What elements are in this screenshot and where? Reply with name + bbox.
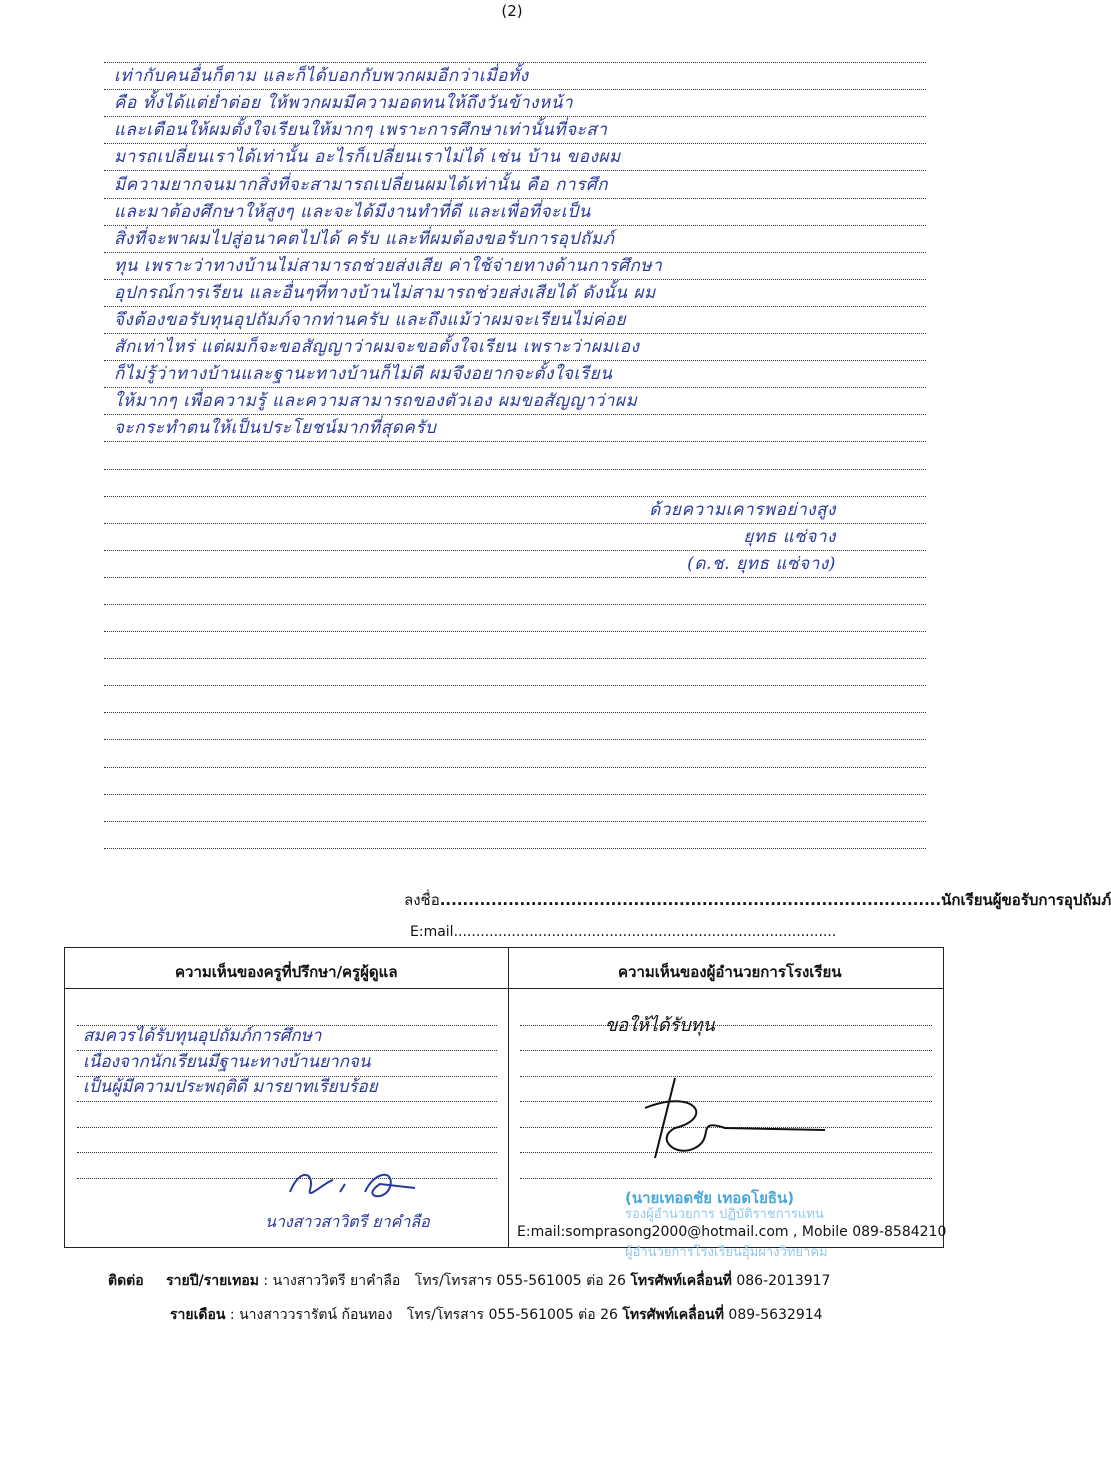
letter-line — [104, 605, 926, 632]
student-signature-line — [404, 888, 1111, 912]
director-comment-header: ความเห็นของผู้อำนวยการโรงเรียน — [618, 963, 842, 981]
letter-line — [104, 361, 926, 388]
signature-label: ลงชื่อ — [404, 891, 440, 909]
letter-line — [104, 199, 926, 226]
term-mobile-label: โทรศัพท์เคลื่อนที่ — [630, 1273, 732, 1289]
letter-line — [104, 117, 926, 144]
term-label: รายปี/รายเทอม — [166, 1273, 259, 1289]
letter-line — [104, 524, 926, 551]
contact-label: ติดต่อ — [108, 1273, 144, 1289]
signature-dots: ........................................................................................ — [439, 891, 942, 909]
teacher-name: นางสาวสาวิตรี ยาคำลือ — [265, 1212, 430, 1231]
email-label: E:mail — [410, 924, 454, 940]
handwritten-text: มารถเปลี่ยนเราได้เท่านั้น อะไรก็เปลี่ยนเราไม่ได้ เช่น บ้าน ของผม — [114, 147, 621, 168]
comments-table — [64, 947, 947, 1260]
director-school-stamp: ผู้อำนวยการโรงเรียนอุ้มผางวิทยาคม — [625, 1245, 828, 1260]
handwritten-text: (ด.ช. ยุทธ แซ่จาง) — [687, 553, 836, 574]
letter-line — [104, 470, 926, 497]
director-title-stamp: รองผู้อำนวยการ ปฏิบัติราชการแทน — [625, 1207, 824, 1222]
letter-line — [104, 334, 926, 361]
page-number: (2) — [501, 2, 523, 20]
letter-line — [104, 578, 926, 605]
letter-line — [104, 280, 926, 307]
letter-line — [104, 659, 926, 686]
letter-line — [104, 415, 926, 442]
term-name: นางสาววิตรี ยาคำลือ — [272, 1273, 401, 1289]
director-comment-line — [520, 1000, 932, 1026]
handwritten-text: ด้วยความเคารพอย่างสูง — [649, 499, 836, 520]
term-fax: 055-561005 ต่อ 26 — [496, 1273, 626, 1289]
director-name: (นายเทอดชัย เทอดโยธิน) — [625, 1189, 795, 1207]
contact-row-month — [170, 1304, 823, 1326]
letter-line — [104, 551, 926, 578]
teacher-comment-header: ความเห็นของครูที่ปรึกษา/ครูผู้ดูแล — [175, 963, 398, 981]
teacher-comment-lines — [77, 1000, 497, 1179]
handwritten-text: และเตือนให้ผมตั้งใจเรียนให้มากๆ เพราะการศึกษาเท่านั้นที่จะสา — [114, 120, 608, 141]
month-fax-label: โทร/โทรสาร — [406, 1307, 485, 1323]
contact-row-term — [108, 1270, 830, 1292]
handwritten-comment: เป็นผู้มีความประพฤติดี มารยาทเรียบร้อย — [83, 1077, 378, 1097]
term-mobile: 086-2013917 — [736, 1273, 831, 1289]
letter-line — [104, 63, 926, 90]
director-comment-line — [520, 1026, 932, 1052]
letter-line — [104, 768, 926, 795]
letter-line — [104, 497, 926, 524]
letter-line — [104, 226, 926, 253]
month-mobile: 089-5632914 — [728, 1307, 823, 1323]
handwritten-text: เท่ากับคนอื่นก็ตาม และก็ได้บอกกับพวกผมอีกว่าเมื่อทั้ง — [114, 66, 529, 87]
handwritten-text: อุปกรณ์การเรียน และอื่นๆที่ทางบ้านไม่สามารถช่วยส่งเสียได้ ดังนั้น ผม — [114, 282, 656, 303]
letter-line — [104, 713, 926, 740]
handwritten-comment: สมควรได้รับทุนอุปถัมภ์การศึกษา — [83, 1026, 322, 1046]
handwritten-text: จึงต้องขอรับทุนอุปถัมภ์จากท่านครับ และถึงแม้ว่าผมจะเรียนไม่ค่อย — [114, 310, 627, 331]
month-fax: 055-561005 ต่อ 26 — [488, 1307, 618, 1323]
director-signature — [635, 1068, 835, 1178]
handwritten-text: ก็ไม่รู้ว่าทางบ้านและฐานะทางบ้านก็ไม่ดี ผมจึงอยากจะตั้งใจเรียน — [114, 364, 613, 385]
letter-line — [104, 90, 926, 117]
letter-line — [104, 740, 926, 767]
director-email: E:mail:somprasong2000@hotmail.com , Mobile 089-8584210 — [517, 1224, 947, 1240]
letter-line — [104, 795, 926, 822]
term-fax-label: โทร/โทรสาร — [414, 1273, 492, 1289]
colon: : — [225, 1307, 240, 1323]
letter-line — [104, 632, 926, 659]
colon: : — [258, 1273, 273, 1289]
month-label: รายเดือน — [170, 1307, 226, 1323]
handwritten-text: สิ่งที่จะพาผมไปสู่อนาคตไปได้ ครับ และที่ผมต้องขอรับการอุปถัมภ์ — [114, 228, 615, 249]
handwritten-text: สักเท่าไหร่ แต่ผมก็จะขอสัญญาว่าผมจะขอตั้งใจเรียน เพราะว่าผมเอง — [114, 337, 640, 358]
table-divider — [508, 948, 509, 1247]
letter-line — [104, 307, 926, 334]
teacher-comment-line — [77, 1077, 497, 1103]
month-name: นางสาววรารัตน์ ก้อนทอง — [239, 1307, 393, 1323]
student-email-line — [410, 924, 836, 940]
handwritten-text: คือ ทั้งได้แต่ย่ำต่อย ให้พวกผมมีความอดทนให้ถึงวันข้างหน้า — [114, 93, 574, 114]
handwritten-text: และมาต้องศึกษาให้สูงๆ และจะได้มีงานทำที่ดี และเพื่อที่จะเป็น — [114, 201, 591, 222]
email-dots: ...................................................................................... — [453, 924, 837, 940]
teacher-comment-line — [77, 1128, 497, 1154]
handwritten-text: จะกระทำตนให้เป็นประโยชน์มากที่สุดครับ — [114, 418, 437, 439]
letter-line — [104, 388, 926, 415]
handwritten-text: มีความยากจนมากสิ่งที่จะสามารถเปลี่ยนผมได้เท่านั้น คือ การศึก — [114, 174, 609, 195]
month-mobile-label: โทรศัพท์เคลื่อนที่ — [622, 1307, 724, 1323]
letter-line — [104, 36, 926, 63]
letter-line — [104, 686, 926, 713]
teacher-signature — [285, 1162, 425, 1206]
handwritten-comment: เนื่องจากนักเรียนมีฐานะทางบ้านยากจน — [83, 1051, 371, 1072]
letter-line — [104, 144, 926, 171]
handwritten-text: ทุน เพราะว่าทางบ้านไม่สามารถช่วยส่งเสีย ค่าใช้จ่ายทางด้านการศึกษา — [114, 255, 663, 276]
director-note: ขอให้ได้รับทุน — [605, 1015, 715, 1036]
handwritten-text: ยุทธ แซ่จาง — [743, 526, 836, 547]
signature-role: นักเรียนผู้ขอรับการอุปถัมภ์ — [941, 891, 1111, 909]
letter-body — [104, 36, 926, 849]
letter-line — [104, 171, 926, 198]
letter-line — [104, 253, 926, 280]
teacher-comment-line — [77, 1102, 497, 1128]
handwritten-text: ให้มากๆ เพื่อความรู้ และความสามารถของตัวเอง ผมขอสัญญาว่าผม — [114, 391, 638, 412]
letter-line — [104, 822, 926, 849]
header-rule — [65, 988, 943, 989]
letter-line — [104, 442, 926, 469]
